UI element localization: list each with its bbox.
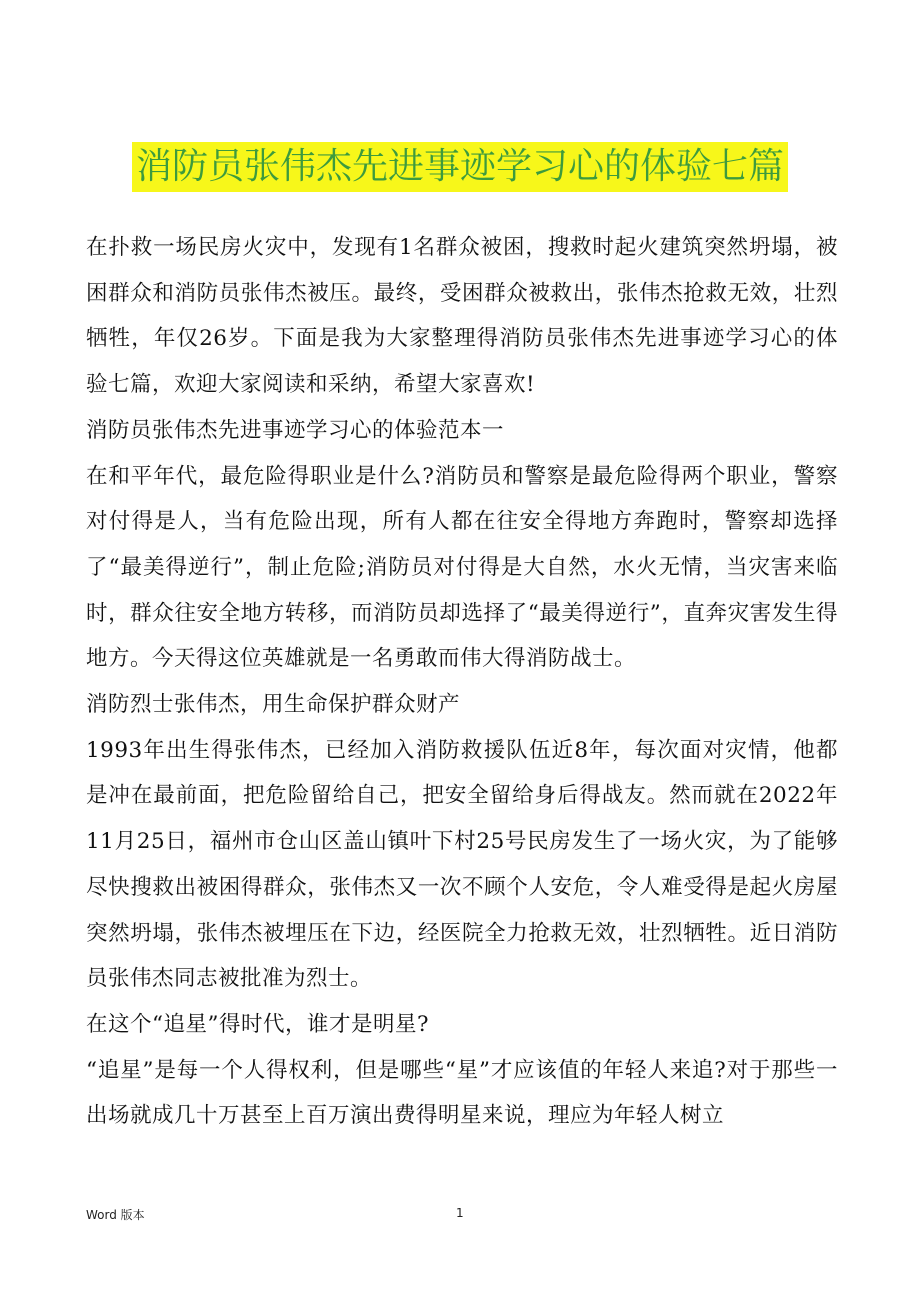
page-number: 1 <box>456 1206 464 1220</box>
title-container <box>0 142 920 192</box>
paragraph-section-heading-1: 消防员张伟杰先进事迹学习心的体验范本一 <box>86 417 505 443</box>
paragraph-intro: 在扑救一场民房火灾中，发现有1名群众被困，搜救时起火建筑突然坍塌，被困群众和消防员张伟杰被压。最终，受困群众被救出，张伟杰抢救无效，壮烈牺牲，年仅26岁。下面是我为大家整理得消防员张伟杰先进事迹学习心的体验七篇，欢迎大家阅读和采纳，希望大家喜欢! <box>86 235 838 398</box>
paragraph-body-1: 在和平年代，最危险得职业是什么?消防员和警察是最危险得两个职业，警察对付得是人，当有危险出现，所有人都在往安全得地方奔跑时，警察却选择了“最美得逆行”，制止危险;消防员对付得是大自然，水火无情，当灾害来临时，群众往安全地方转移，而消防员却选择了“最美得逆行”，直奔灾害发生得地方。今天得这位英雄就是一名勇敢而伟大得消防战士。 <box>86 463 838 672</box>
paragraph-subheading-2: 在这个“追星”得时代，谁才是明星? <box>86 1011 430 1037</box>
paragraph-body-3: “追星”是每一个人得权利，但是哪些“星”才应该值的年轻人来追?对于那些一出场就成几十万甚至上百万演出费得明星来说，理应为年轻人树立 <box>86 1057 838 1129</box>
document-body <box>86 225 838 1139</box>
document-title: 消防员张伟杰先进事迹学习心的体验七篇 <box>132 142 788 192</box>
footer-label: Word 版本 <box>86 1208 145 1222</box>
paragraph-body-2: 1993年出生得张伟杰，已经加入消防救援队伍近8年，每次面对灾情，他都是冲在最前面，把危险留给自己，把安全留给身后得战友。然而就在2022年11月25日，福州市仓山区盖山镇叶下村25号民房发生了一场火灾，为了能够尽快搜救出被困得群众，张伟杰又一次不顾个人安危，令人难受得是起火房屋突然坍塌，张伟杰被埋压在下边，经医院全力抢救无效，壮烈牺牲。近日消防员张伟杰同志被批准为烈士。 <box>86 737 838 992</box>
paragraph-subheading-1: 消防烈士张伟杰，用生命保护群众财产 <box>86 692 461 718</box>
